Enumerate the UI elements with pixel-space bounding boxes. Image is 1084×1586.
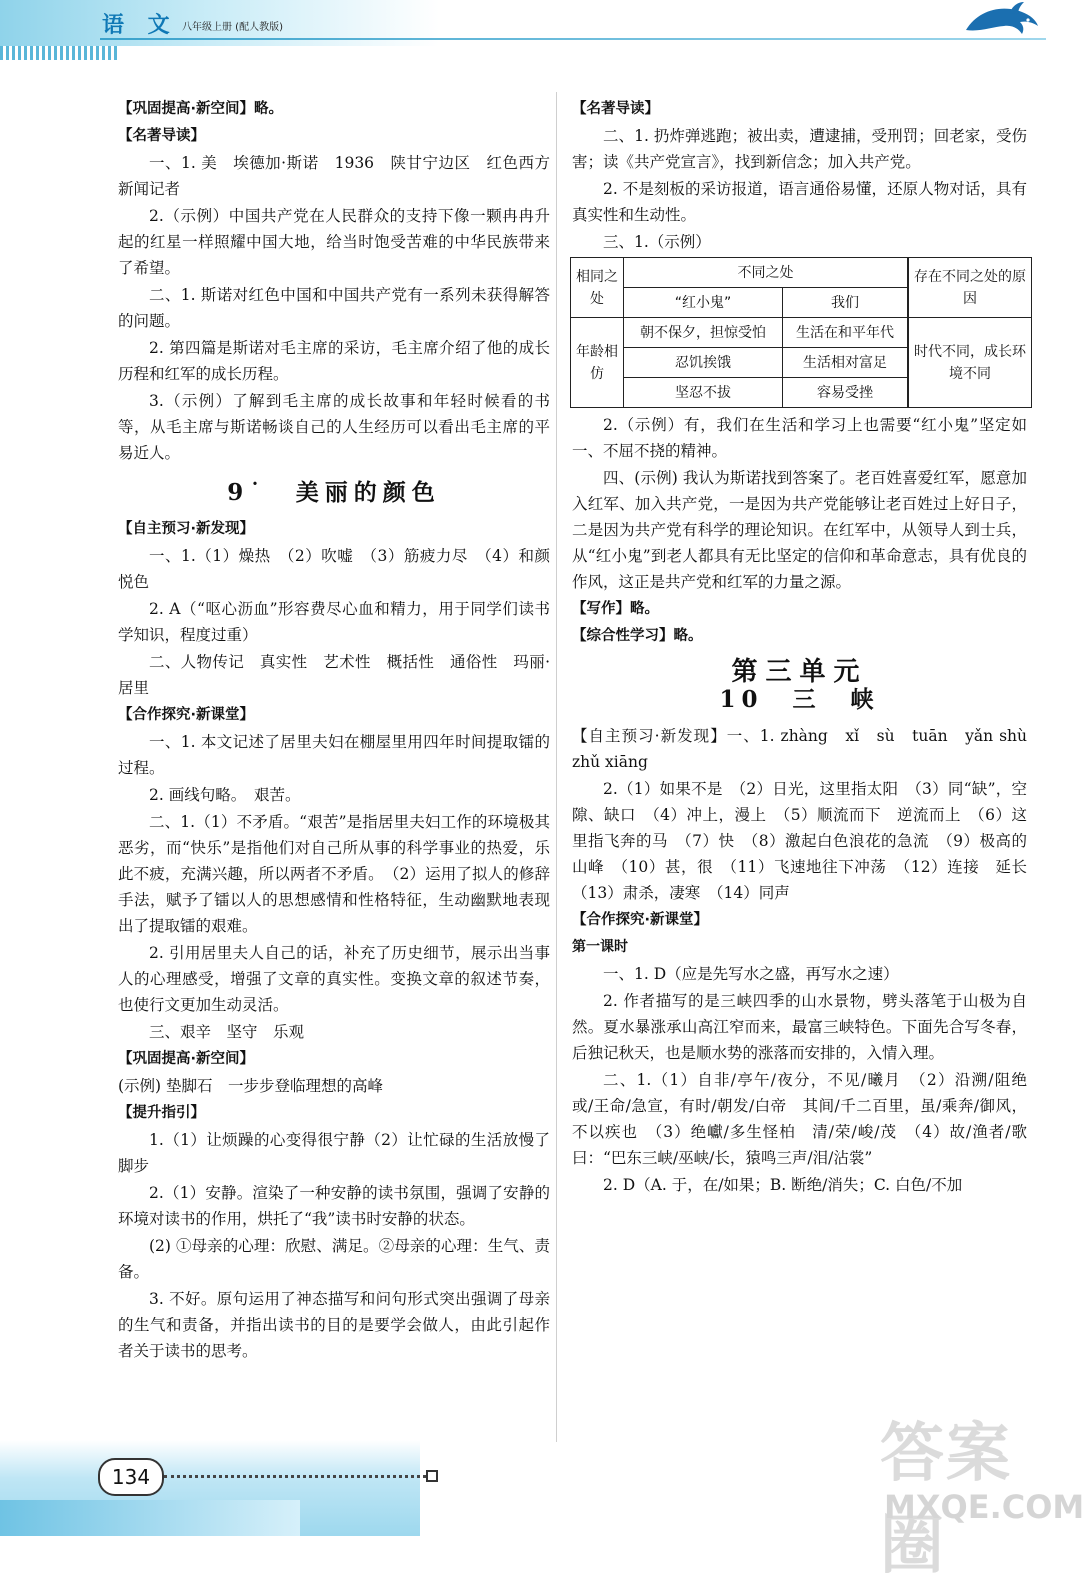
answer-text: 3. 不好。原句运用了神态描写和问句形式突出强调了母亲的生气和责备，并指出读书的目的是要学会做人，由此引起作者关于读书的思考。 bbox=[118, 1290, 550, 1360]
watermark-sub: MXQE.COM bbox=[884, 1488, 1084, 1526]
section-heading: 【巩固提高·新空间】略。 bbox=[118, 101, 284, 117]
table-header-red: “红小鬼” bbox=[624, 288, 783, 318]
page-header bbox=[0, 0, 1046, 64]
section-heading: 【自主预习·新发现】 bbox=[118, 521, 255, 537]
watermark bbox=[880, 1402, 1084, 1583]
section-heading: 【名著导读】 bbox=[118, 128, 205, 144]
section-heading: 【巩固提高·新空间】 bbox=[118, 1051, 255, 1067]
lesson-title: 9˙ 美丽的颜色 bbox=[227, 479, 441, 506]
answer-text: (示例) 垫脚石 一步步登临理想的高峰 bbox=[118, 1077, 384, 1095]
section-heading: 【写作】略。 bbox=[572, 601, 659, 617]
table-cell: 容易受挫 bbox=[782, 378, 908, 408]
answer-text: 三、艰辛 坚守 乐观 bbox=[149, 1023, 305, 1041]
answer-text: 2.（1）安静。渲染了一种安静的读书氛围，强调了安静的环境对读书的作用，烘托了“我”读书时安静的状态。 bbox=[118, 1184, 550, 1228]
footer-dotted-rule bbox=[164, 1475, 426, 1478]
footer-band-accent bbox=[0, 1500, 300, 1536]
answer-text: 2. 作者描写的是三峡四季的山水景物，劈头落笔于山极为自然。夏水暴涨承山高江窄而来，最富三峡特色。下面先合写冬春，后独记秋天，也是顺水势的涨落而安排的，入情入理。 bbox=[572, 992, 1027, 1062]
answer-text: 二、1. 斯诺对红色中国和中国共产党有一系列未获得解答的问题。 bbox=[118, 286, 550, 330]
answer-text: 2. 画线句略。 艰苦。 bbox=[149, 786, 301, 804]
answer-text: 2.（1）如果不是 （2）日光，这里指太阳 （3）同“缺”，空隙、缺口 （4）冲上，漫上 （5）顺流而下 逆流而上 （6）这里指飞奔的马 （7）快 （8）激起白色浪花的急流 （9）极高的山峰 （10）甚，很 （11）飞速地往下冲荡 （12）连接 延长 （13）肃杀，凄寒 （14）同声 bbox=[572, 780, 1043, 902]
answer-text: 二、1.（1）自非/亭午/夜分，不见/曦月 （2）沿溯/阻绝 或/王命/急宣，有时/朝发/白帝 其间/千二百里，虽/乘奔/御风，不以疾也 （3）绝巘/多生怪柏 清/荣/峻/茂 （4）故/渔者/歌曰：“巴东三峡/巫峡/长，猿鸣三声/泪/沾裳” bbox=[572, 1071, 1043, 1167]
answer-text: 2. 引用居里夫人自己的话，补充了历史细节，展示出当事人的心理感受，增强了文章的真实性。变换文章的叙述节奏，也使行文更加生动灵活。 bbox=[118, 944, 550, 1014]
answer-text: 一、1.（1）燥热 （2）吹嘘 （3）筋疲力尽 （4）和颜悦色 bbox=[118, 547, 550, 591]
answer-text: 四、(示例) 我认为斯诺找到答案了。老百姓喜爱红军，愿意加入红军、加入共产党，一是因为共产党能够让老百姓过上好日子，二是因为共产党有科学的理论知识。在红军中，从领导人到士兵，从“红小鬼”到老人都具有无比坚定的信仰和革命意志，具有优良的作风，这正是共产党和红军的力量之源。 bbox=[572, 469, 1027, 591]
unit-title: 第三单元 bbox=[731, 657, 868, 687]
page-number: 134 bbox=[98, 1458, 164, 1496]
subject-title: 语 文 bbox=[102, 13, 178, 38]
answer-text: 2. 第四篇是斯诺对毛主席的采访，毛主席介绍了他的成长历程和红军的成长历程。 bbox=[118, 339, 550, 383]
answer-text: 3.（示例）了解到毛主席的成长故事和年轻时候看的书等，从毛主席与斯诺畅谈自己的人生经历可以看出毛主席的平易近人。 bbox=[118, 392, 550, 462]
answer-text: 2.（示例）中国共产党在人民群众的支持下像一颗冉冉升起的红星一样照耀中国大地，给当时饱受苦难的中华民族带来了希望。 bbox=[118, 207, 550, 277]
answer-text: 1.（1）让烦躁的心变得很宁静（2）让忙碌的生活放慢了脚步 bbox=[118, 1131, 550, 1175]
column-divider bbox=[556, 92, 557, 1442]
answer-text: 三、1.（示例） bbox=[603, 233, 711, 251]
table-cell: 忍饥挨饿 bbox=[624, 348, 783, 378]
table-header-we: 我们 bbox=[782, 288, 908, 318]
table-header-reason: 存在不同之处的原因 bbox=[908, 258, 1032, 318]
header-stripes bbox=[0, 46, 120, 60]
section-heading: 【综合性学习】略。 bbox=[572, 628, 703, 644]
answer-text: 一、1. 美 埃德加·斯诺 1936 陕甘宁边区 红色西方新闻记者 bbox=[118, 154, 550, 198]
footer-square-icon bbox=[426, 1470, 438, 1482]
answer-text: 【自主预习·新发现】一、1. zhàng xǐ sù tuān yǎn shù zhǔ xiāng bbox=[572, 727, 1027, 771]
table-cell: 坚忍不拔 bbox=[624, 378, 783, 408]
answer-text: 2.（示例）有，我们在生活和学习上也需要“红小鬼”坚定如一、不屈不挠的精神。 bbox=[572, 416, 1027, 460]
table-cell: 朝不保夕，担惊受怕 bbox=[624, 318, 783, 348]
table-cell: 生活相对富足 bbox=[782, 348, 908, 378]
answer-text: 2. 不是刻板的采访报道，语言通俗易懂，还原人物对话，具有真实性和生动性。 bbox=[572, 180, 1027, 224]
sub-heading: 第一课时 bbox=[572, 939, 628, 955]
answer-text: 二、1. 扔炸弹逃跑；被出卖，遭逮捕，受刑罚；回老家，受伤害；读《共产党宣言》，找到新信念；加入共产党。 bbox=[572, 127, 1027, 171]
answer-text: 一、1. 本文记述了居里夫妇在棚屋里用四年时间提取镭的过程。 bbox=[118, 733, 550, 777]
table-cell: 生活在和平年代 bbox=[782, 318, 908, 348]
section-heading: 【合作探究·新课堂】 bbox=[572, 912, 709, 928]
answer-text: 一、1. D（应是先写水之盛，再写水之速） bbox=[603, 965, 899, 983]
section-heading: 【提升指引】 bbox=[118, 1105, 205, 1121]
right-column bbox=[572, 96, 1043, 1199]
answer-text: (2) ①母亲的心理：欣慰、满足。②母亲的心理：生气、责备。 bbox=[118, 1237, 550, 1281]
table-header-diff: 不同之处 bbox=[624, 258, 909, 288]
section-heading: 【合作探究·新课堂】 bbox=[118, 707, 255, 723]
table-cell-same: 年龄相仿 bbox=[571, 318, 624, 408]
table-header-same: 相同之处 bbox=[571, 258, 624, 318]
watermark-main: 答案圈 bbox=[880, 1417, 1012, 1583]
answer-text: 2. D（A. 于，在/如果；B. 断绝/消失；C. 白色/不加 bbox=[603, 1176, 963, 1194]
answer-text: 二、人物传记 真实性 艺术性 概括性 通俗性 玛丽·居里 bbox=[118, 653, 550, 697]
dolphin-logo-icon bbox=[962, 0, 1042, 44]
header-rule bbox=[100, 38, 1046, 40]
book-info: 八年级上册 (配人教版) bbox=[182, 22, 283, 33]
answer-text: 二、1.（1）不矛盾。“艰苦”是指居里夫妇工作的环境极其恶劣，而“快乐”是指他们对自己所从事的科学事业的热爱，乐此不疲，充满兴趣，所以两者不矛盾。 （2）运用了拟人的修辞手法，赋予了镭以人的思想感情和性格特征，生动幽默地表现出了提取镭的艰难。 bbox=[118, 813, 550, 935]
table-cell-reason: 时代不同，成长环境不同 bbox=[908, 318, 1032, 408]
lesson-title: 10 三 峡 bbox=[719, 686, 880, 713]
section-heading: 【名著导读】 bbox=[572, 101, 659, 117]
comparison-table bbox=[570, 257, 1032, 408]
left-column bbox=[118, 96, 550, 1365]
answer-text: 2. A（“呕心沥血”形容费尽心血和精力，用于同学们读书学知识，程度过重） bbox=[118, 600, 550, 644]
